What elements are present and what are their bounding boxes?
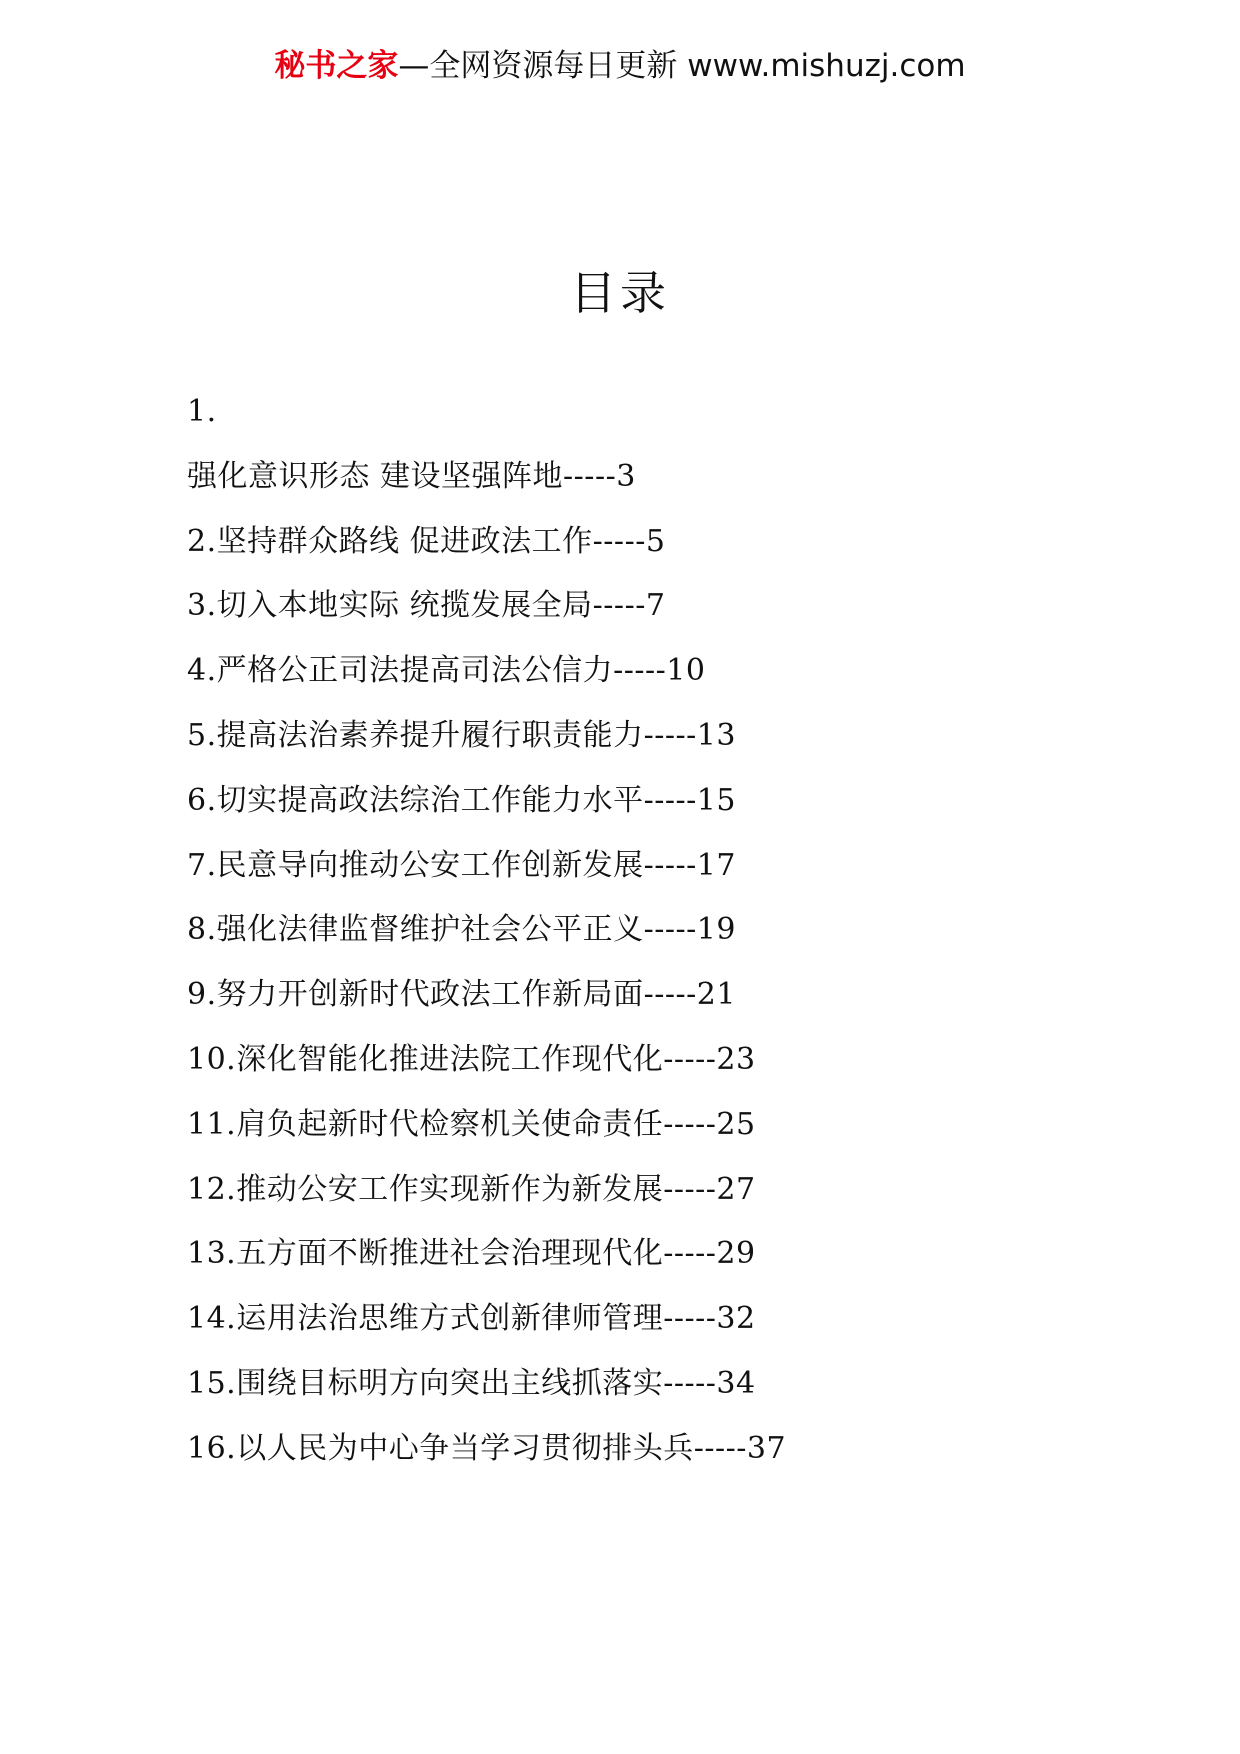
toc-entry: 14.运用法治思维方式创新律师管理-----32 <box>187 1301 756 1337</box>
toc-entry: 10.深化智能化推进法院工作现代化-----23 <box>187 1041 756 1077</box>
site-header <box>0 44 1240 88</box>
toc-entry: 6.切实提高政法综治工作能力水平-----15 <box>187 782 736 818</box>
toc-entry: 1. <box>187 394 217 429</box>
toc-entry: 4.严格公正司法提高司法公信力-----10 <box>187 653 706 689</box>
site-brand: 秘书之家 <box>274 48 399 84</box>
toc-entry: 8.强化法律监督维护社会公平正义-----19 <box>187 912 736 948</box>
toc-entry: 16.以人民为中心争当学习贯彻排头兵-----37 <box>187 1430 787 1466</box>
site-tagline: —全网资源每日更新 www.mishuzj.com <box>398 48 966 84</box>
table-of-contents <box>187 380 1087 1482</box>
toc-entry: 11.肩负起新时代检察机关使命责任-----25 <box>187 1106 756 1142</box>
toc-entry: 3.切入本地实际 统揽发展全局-----7 <box>187 588 666 624</box>
toc-entry: 2.坚持群众路线 促进政法工作-----5 <box>187 523 666 559</box>
toc-entry: 5.提高法治素养提升履行职责能力-----13 <box>187 717 736 753</box>
toc-entry: 15.围绕目标明方向突出主线抓落实-----34 <box>187 1365 756 1401</box>
toc-entry: 强化意识形态 建设坚强阵地-----3 <box>187 458 636 494</box>
page-title: 目录 <box>570 266 670 320</box>
toc-entry: 9.努力开创新时代政法工作新局面-----21 <box>187 977 736 1013</box>
toc-entry: 12.推动公安工作实现新作为新发展-----27 <box>187 1171 756 1207</box>
toc-entry: 13.五方面不断推进社会治理现代化-----29 <box>187 1236 756 1272</box>
toc-entry: 7.民意导向推动公安工作创新发展-----17 <box>187 847 736 883</box>
